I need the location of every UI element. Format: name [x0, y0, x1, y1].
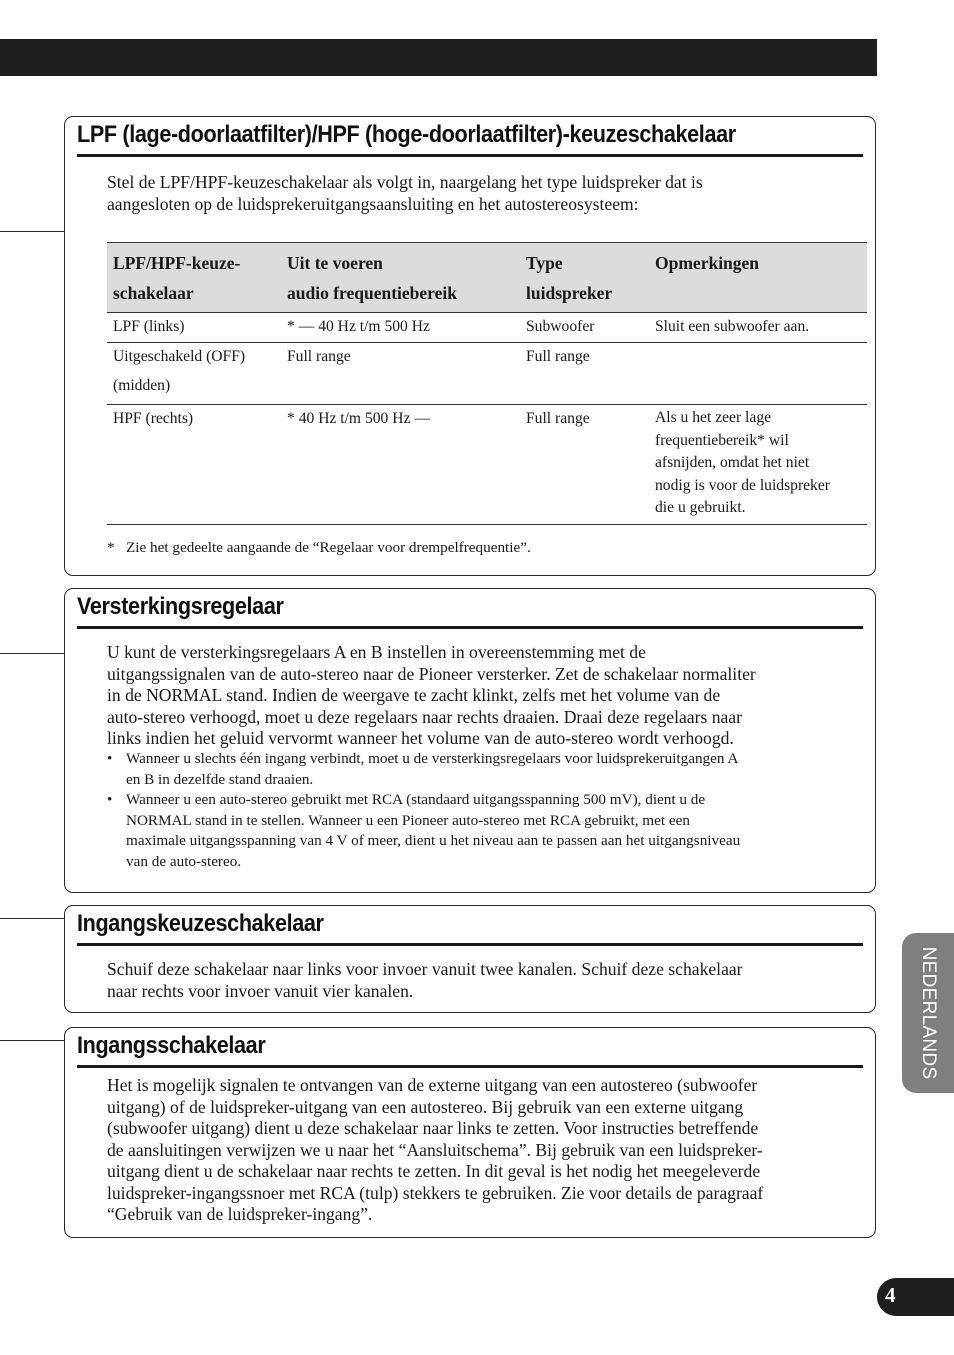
title-underline: [77, 943, 863, 946]
section-body: [107, 642, 863, 750]
section-input-selector: [64, 905, 876, 1013]
bullet-list: [107, 749, 863, 872]
text-line: uitgang dient u de schakelaar naar rechts te zetten. In dit geval is het nodig het meegeleverde: [107, 1161, 761, 1181]
section-title: LPF (lage-doorlaatfilter)/HPF (hoge-doorlaatfilter)-keuzeschakelaar: [77, 121, 736, 148]
page-number: 4: [885, 1283, 896, 1307]
section-leader-line: [0, 1040, 64, 1041]
list-item: • Wanneer u slechts één ingang verbindt, moet u de versterkingsregelaars voor luidsprekeruitgangen A en B in dezelfde stand draaien.: [107, 749, 863, 790]
list-item: • Wanneer u een auto-stereo gebruikt met RCA (standaard uitgangsspanning 500 mV), dient u de NORMAL stand in te stellen. Wanneer u een Pioneer auto-stereo met RCA gebruikt, met een maximale uitgangsspanning van 4 V of meer, dient u het niveau aan te passen aan het uitgangsniveau van de auto-stereo.: [107, 790, 863, 872]
text-line: U kunt de versterkingsregelaars A en B instellen in overeenstemming met de: [107, 642, 646, 662]
cell-switch: HPF (rechts): [107, 405, 281, 525]
cell-range: * 40 Hz t/m 500 Hz —: [281, 405, 520, 525]
column-header-type: Type luidspreker: [520, 243, 649, 313]
table-footnote: * Zie het gedeelte aangaande de “Regelaar voor drempelfrequentie”.: [107, 539, 531, 556]
text-line: auto-stereo verhoogd, moet u deze regelaars naar rechts draaien. Draai deze regelaars naar: [107, 706, 742, 727]
section-input-switch: [64, 1027, 876, 1238]
text-line: de aansluitingen verwijzen we u naar het “Aansluitschema”. Bij gebruik van een luidspreker-: [107, 1139, 763, 1160]
text-line: Stel de LPF/HPF-keuzeschakelaar als volgt in, naargelang het type luidspreker dat is: [107, 172, 703, 192]
text-line: naar rechts voor invoer vanuit vier kanalen.: [107, 980, 414, 1001]
cell-type: Full range: [520, 405, 649, 525]
section-lpf-hpf: [64, 116, 876, 576]
text-line: Schuif deze schakelaar naar links voor invoer vanuit twee kanalen. Schuif deze schakelaar: [107, 959, 743, 979]
text-line: uitgangssignalen van de auto-stereo naar de Pioneer versterker. Zet de schakelaar normaliter: [107, 663, 756, 684]
section-leader-line: [0, 653, 64, 654]
table-row: [107, 313, 867, 343]
title-underline: [77, 1065, 863, 1068]
section-title: Versterkingsregelaar: [77, 593, 284, 620]
page-number-tab: [877, 1278, 954, 1316]
text-line: links indien het geluid vervormt wanneer het volume van de auto-stereo wordt verhoogd.: [107, 728, 734, 748]
header-bar: [0, 39, 877, 76]
cell-switch: Uitgeschakeld (OFF) (midden): [107, 343, 281, 405]
title-underline: [77, 626, 863, 629]
cell-type: Subwoofer: [520, 313, 649, 343]
text-line: (subwoofer uitgang) dient u deze schakelaar naar links te zetten. Voor instructies betreffende: [107, 1118, 759, 1138]
cell-remark: [649, 343, 867, 405]
text-line: in de NORMAL stand. Indien de weergave te zacht klinkt, zelfs met het volume van de: [107, 685, 721, 705]
cell-switch: LPF (links): [107, 313, 281, 343]
column-header-range: Uit te voeren audio frequentiebereik: [281, 243, 520, 313]
cell-type: Full range: [520, 343, 649, 405]
table-row: [107, 405, 867, 525]
section-gain-control: [64, 588, 876, 893]
language-tab-label: NEDERLANDS: [918, 946, 939, 1080]
cell-range: * — 40 Hz t/m 500 Hz: [281, 313, 520, 343]
text-line: Het is mogelijk signalen te ontvangen van de externe uitgang van een autostereo (subwoofer: [107, 1075, 758, 1095]
text-line: luidspreker-ingangssnoer met RCA (tulp) stekkers te gebruiken. Zie voor details de paragraaf: [107, 1182, 764, 1203]
section-title: Ingangsschakelaar: [77, 1032, 266, 1059]
filter-settings-table: [107, 242, 867, 525]
section-intro: [107, 172, 863, 215]
cell-remark: Sluit een subwoofer aan.: [649, 313, 867, 343]
text-line: aangesloten op de luidsprekeruitgangsaansluiting en het autostereosysteem:: [107, 193, 639, 214]
section-body: [107, 959, 863, 1002]
column-header-switch: LPF/HPF-keuze- schakelaar: [107, 243, 281, 313]
title-underline: [77, 154, 863, 157]
cell-range: Full range: [281, 343, 520, 405]
text-line: “Gebruik van de luidspreker-ingang”.: [107, 1204, 373, 1224]
table-row: [107, 343, 867, 405]
section-title: Ingangskeuzeschakelaar: [77, 910, 324, 937]
cell-remark: Als u het zeer lage frequentiebereik* wil afsnijden, omdat het niet nodig is voor de luidspreker die u gebruikt.: [649, 405, 867, 525]
section-leader-line: [0, 918, 64, 919]
language-tab: [902, 933, 954, 1093]
section-body: [107, 1075, 863, 1226]
column-header-remarks: Opmerkingen: [649, 243, 867, 313]
table-header-row: [107, 243, 867, 313]
section-leader-line: [0, 231, 64, 232]
text-line: uitgang) of de luidspreker-uitgang van een autostereo. Bij gebruik van een externe uitgang: [107, 1096, 744, 1117]
